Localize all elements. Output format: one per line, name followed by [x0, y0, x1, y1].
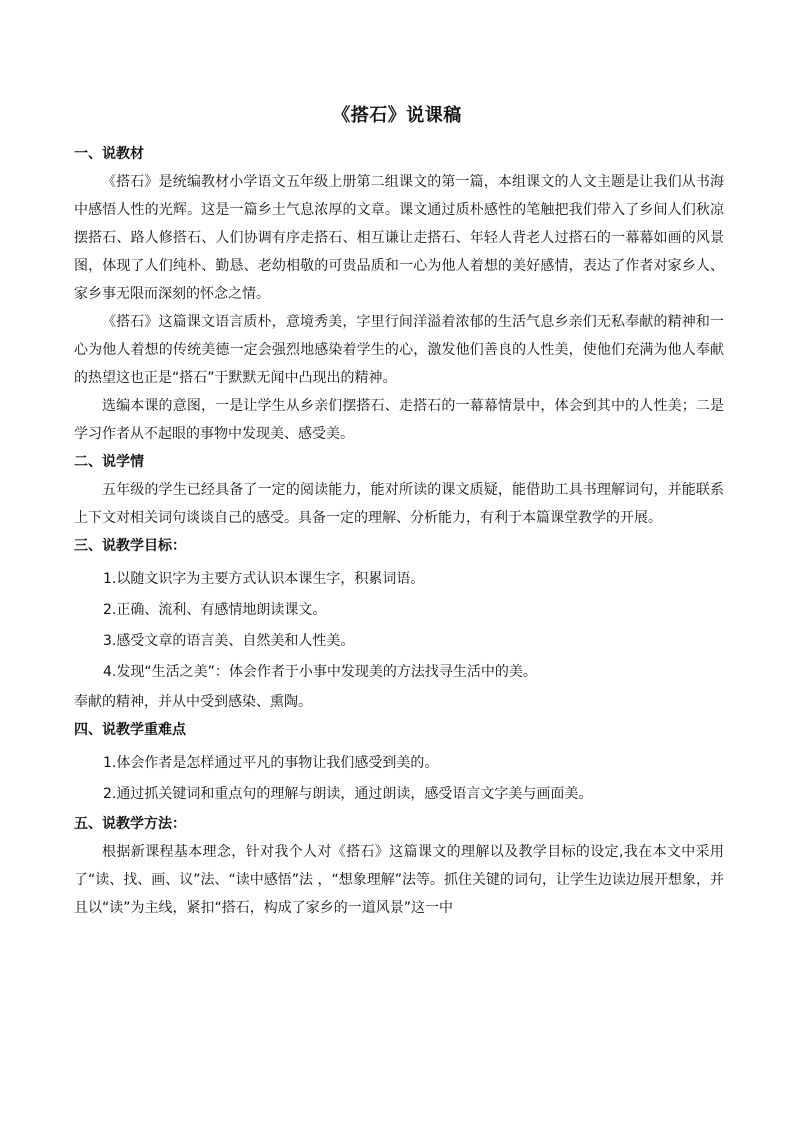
paragraph: 《搭石》这篇课文语言质朴，意境秀美，字里行间洋溢着浓郁的生活气息乡亲们无私奉献的精神和一心为他人着想的传统美德一定会强烈地感染着学生的心，激发他们善良的人性美，使他们充满为他人奉献的热望这也正是“搭石”于默默无闻中凸现出的精神。	[74, 314, 724, 386]
section-heading-objectives: 三、说教学目标：	[74, 538, 186, 554]
section-heading-key-points: 四、说教学重难点	[74, 722, 186, 738]
paragraph: 根据新课程基本理念，针对我个人对《搭石》这篇课文的理解以及教学目标的设定,我在本文中采用了“读、找、画、议”法、“读中感悟”法 ，“想象理解”法等。抓住关键的词句，让学生边读边展开想象，并且以“读”为主线，紧扣“搭石，构成了家乡的一道风景”这一中	[74, 844, 724, 916]
list-item: 1.体会作者是怎样通过平凡的事物让我们感受到美的。	[103, 755, 439, 771]
paragraph: 五年级的学生已经具备了一定的阅读能力，能对所读的课文质疑，能借助工具书理解词句，并能联系上下文对相关词句谈谈自己的感受。具备一定的理解、分析能力，有利于本篇课堂教学的开展。	[74, 482, 724, 526]
list-item: 4.发现“生活之美”：体会作者于小事中发现美的方法找寻生活中的美。	[103, 664, 537, 680]
section-heading-textbook: 一、说教材	[74, 146, 144, 162]
list-item: 2.正确、流利、有感情地朗读课文。	[103, 602, 327, 618]
paragraph: 《搭石》是统编教材小学语文五年级上册第二组课文的第一篇，本组课文的人文主题是让我们从书海中感悟人性的光辉。这是一篇乡土气息浓厚的文章。课文通过质朴感性的笔触把我们带入了乡间人们秋凉摆搭石、路人修搭石、人们协调有序走搭石、相互谦让走搭石、年轻人背老人过搭石的一幕幕如画的风景图，体现了人们纯朴、勤恳、老幼相敬的可贵品质和一心为他人着想的美好感情，表达了作者对家乡人、家乡事无限而深刻的怀念之情。	[74, 174, 724, 302]
paragraph: 奉献的精神，并从中受到感染、熏陶。	[74, 694, 312, 710]
document-body	[74, 140, 724, 922]
section-heading-methods: 五、说教学方法：	[74, 816, 186, 832]
paragraph: 选编本课的意图，一是让学生从乡亲们摆搭石、走搭石的一幕幕情景中，体会到其中的人性美；二是学习作者从不起眼的事物中发现美、感受美。	[74, 398, 724, 442]
list-item: 1.以随文识字为主要方式认识本课生字，积累词语。	[103, 571, 425, 587]
list-item: 2.通过抓关键词和重点句的理解与朗读，通过朗读，感受语言文字美与画面美。	[103, 786, 593, 802]
list-item: 3.感受文章的语言美、自然美和人性美。	[103, 633, 355, 649]
document-title: 《搭石》说课稿	[332, 105, 462, 126]
section-heading-students: 二、说学情	[74, 454, 144, 470]
